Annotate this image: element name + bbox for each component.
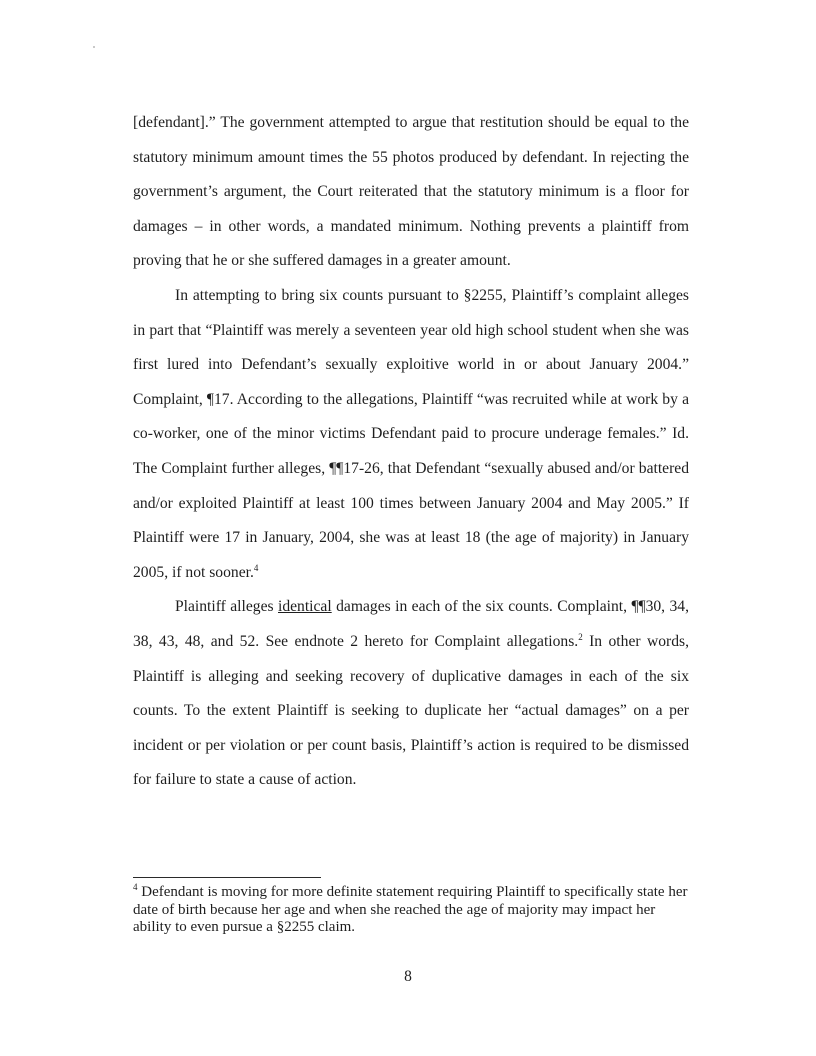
footnote-text: Defendant is moving for more definite statement requiring Plaintiff to specifically state her date of birth because her age and when she reached the age of majority may impact her ability to even pursue a §2255 claim. xyxy=(133,884,688,936)
paragraph-2 xyxy=(133,279,689,590)
paragraph-3-text-middle: damages in each of the six counts. Complaint, ¶¶30, 34, 38, 43, 48, and 52. See endnote 2 hereto for Complaint allegations. xyxy=(133,598,689,650)
paragraph-1-text: [defendant].” The government attempted to argue that restitution should be equal to the statutory minimum amount times the 55 photos produced by defendant. In rejecting the government’s argument, the Court reiterated that the statutory minimum is a floor for damages – in other words, a mandated minimum. Nothing prevents a plaintiff from proving that he or she suffered damages in a greater amount. xyxy=(133,114,689,270)
paragraph-3-text-start: Plaintiff alleges xyxy=(175,598,278,616)
page-number: 8 xyxy=(404,968,412,985)
footnote xyxy=(133,884,689,937)
footnote-marker: 4 xyxy=(133,882,138,892)
paragraph-3 xyxy=(133,590,689,798)
paragraph-3-text-end: In other words, Plaintiff is alleging and seeking recovery of duplicative damages in each of the six counts. To the extent Plaintiff is seeking to duplicate her “actual damages” on a per incident or per violation or per count basis, Plaintiff’s action is required to be dismissed for failure to state a cause of action. xyxy=(133,632,689,789)
footnote-separator xyxy=(133,877,321,878)
footnote-reference-4: 4 xyxy=(253,562,259,573)
paragraph-1 xyxy=(133,106,689,279)
body-text xyxy=(133,106,689,798)
scan-speck xyxy=(93,46,95,48)
underlined-word: identical xyxy=(278,598,332,616)
endnote-reference-2: 2 xyxy=(578,631,583,642)
paragraph-2-text: In attempting to bring six counts pursuant to §2255, Plaintiff’s complaint alleges in part that “Plaintiff was merely a seventeen year old high school student when she was first lured into Defendant’s sexually exploitive world in or about January 2004.” Complaint, ¶17. According to the allegations, Plaintiff “was recruited while at work by a co-worker, one of the minor victims Defendant paid to procure underage females.” Id. The Complaint further alleges, ¶¶17-26, that Defendant “sexually abused and/or battered and/or exploited Plaintiff at least 100 times between January 2004 and May 2005.” If Plaintiff were 17 in January, 2004, she was at least 18 (the age of majority) in January 2005, if not sooner. xyxy=(133,286,689,581)
